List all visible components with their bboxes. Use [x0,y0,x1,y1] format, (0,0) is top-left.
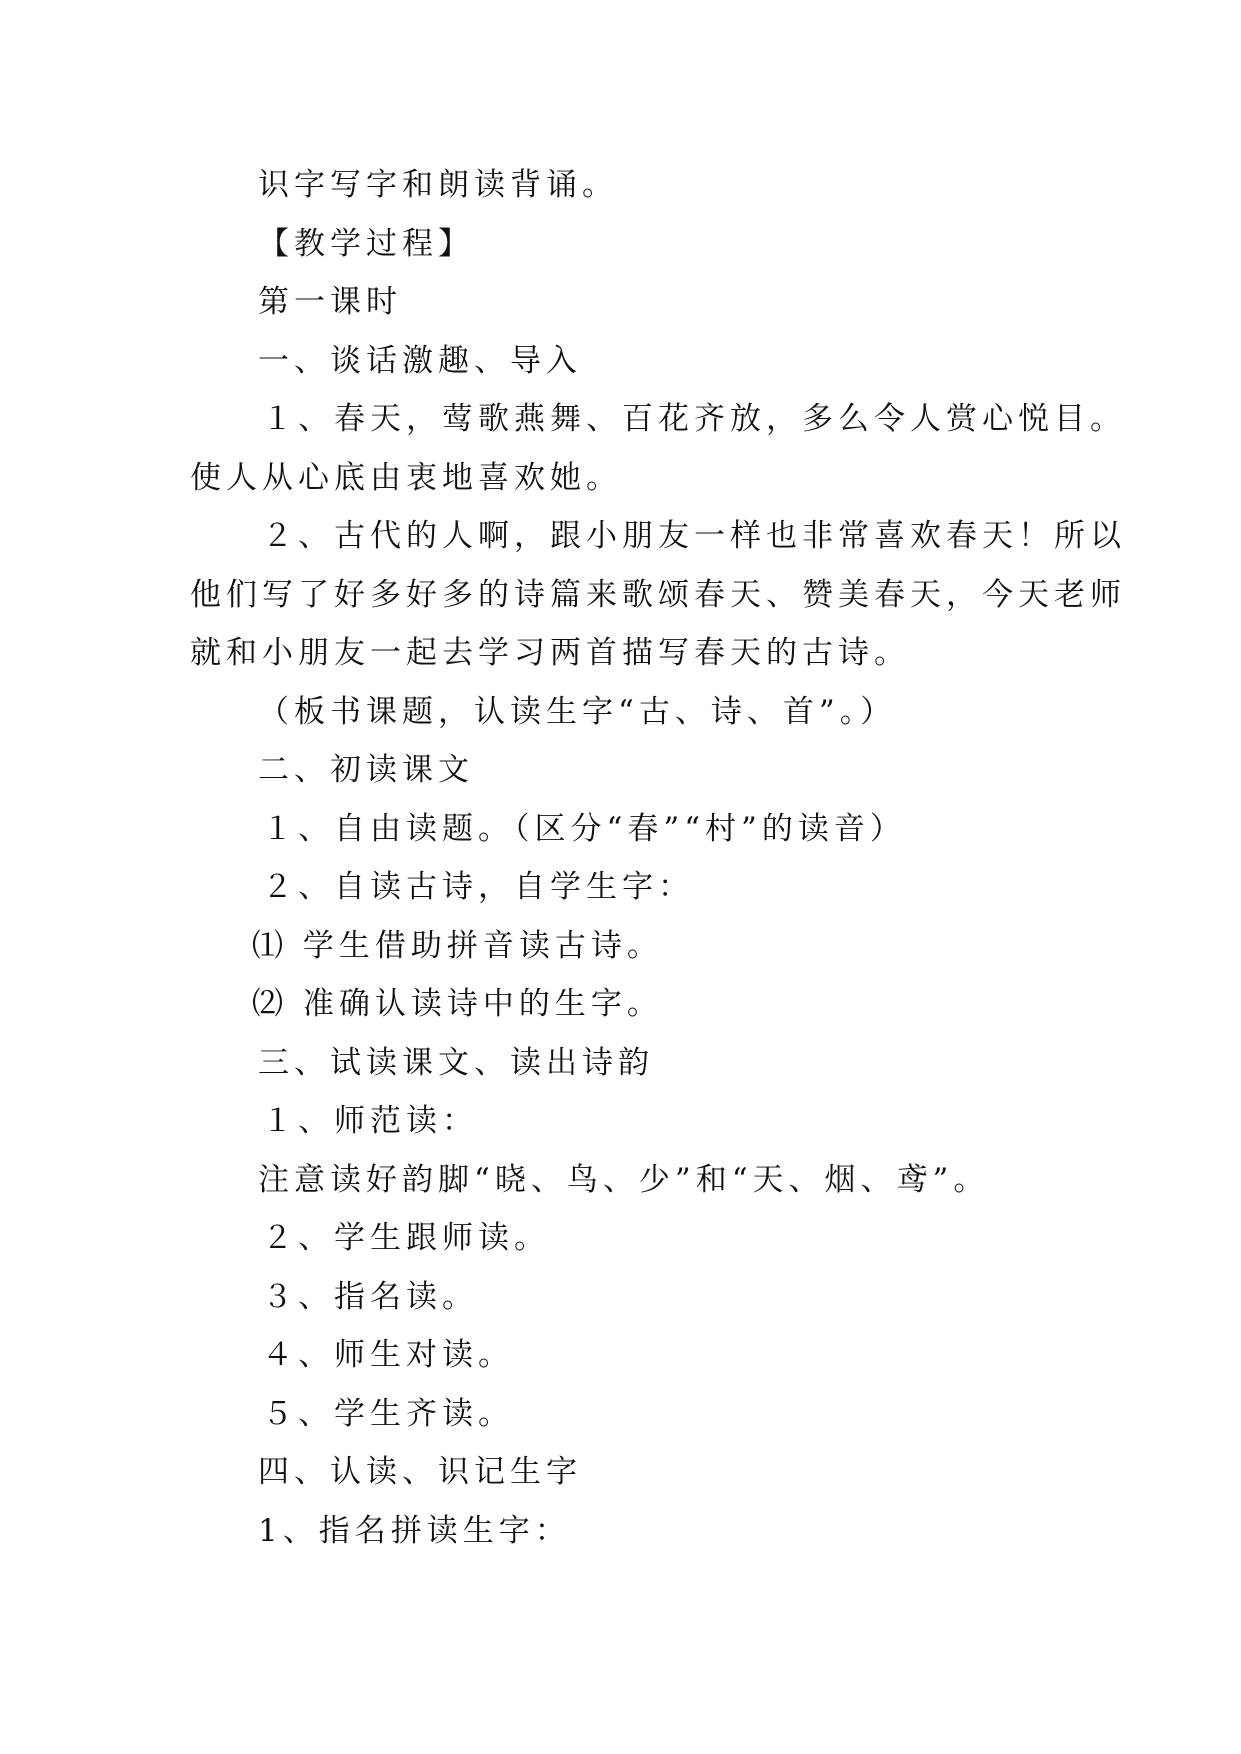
text-line: 使人从心底由衷地喜欢她。 [190,459,622,496]
text-line: 注意读好韵脚“晓、鸟、少”和“天、烟、鸢”。 [258,1161,990,1198]
text-line: 就和小朋友一起去学习两首描写春天的古诗。 [190,635,910,671]
text-line: 1、指名拼读生字： [258,1512,571,1549]
text-line: ５、学生齐读。 [262,1395,514,1432]
text-line: ２、自读古诗，自学生字： [262,869,694,905]
section-heading: 四、认读、识记生字 [258,1454,582,1490]
text-line: 他们写了好多好多的诗篇来歌颂春天、赞美春天，今天老师 [190,576,1126,613]
text-line: ４、师生对读。 [262,1337,514,1373]
section-heading: 三、试读课文、读出诗韵 [258,1044,654,1081]
text-line: ３、指名读。 [262,1278,478,1315]
section-heading: 二、初读课文 [258,752,474,788]
text-line: 识字写字和朗读背诵。 [258,167,618,203]
document-body [190,156,1126,1560]
text-line: １、自由读题。（区分“春”“村”的读音） [262,810,906,847]
section-heading: 一、谈话激趣、导入 [258,342,582,379]
section-heading: 【教学过程】 [258,225,474,262]
lesson-heading: 第一课时 [258,284,402,320]
text-line: １、师范读： [262,1103,478,1139]
text-line: １、春天，莺歌燕舞、百花齐放，多么令人赏心悦目。 [262,401,1126,437]
text-line: ２、学生跟师读。 [262,1220,550,1256]
sub-item: ⑵ 准确认读诗中的生字。 [252,986,663,1022]
sub-item: ⑴ 学生借助拼音读古诗。 [252,927,663,964]
text-line: ２、古代的人啊，跟小朋友一样也非常喜欢春天！所以 [262,518,1126,554]
text-line: （板书课题，认读生字“古、诗、首”。） [258,693,897,730]
